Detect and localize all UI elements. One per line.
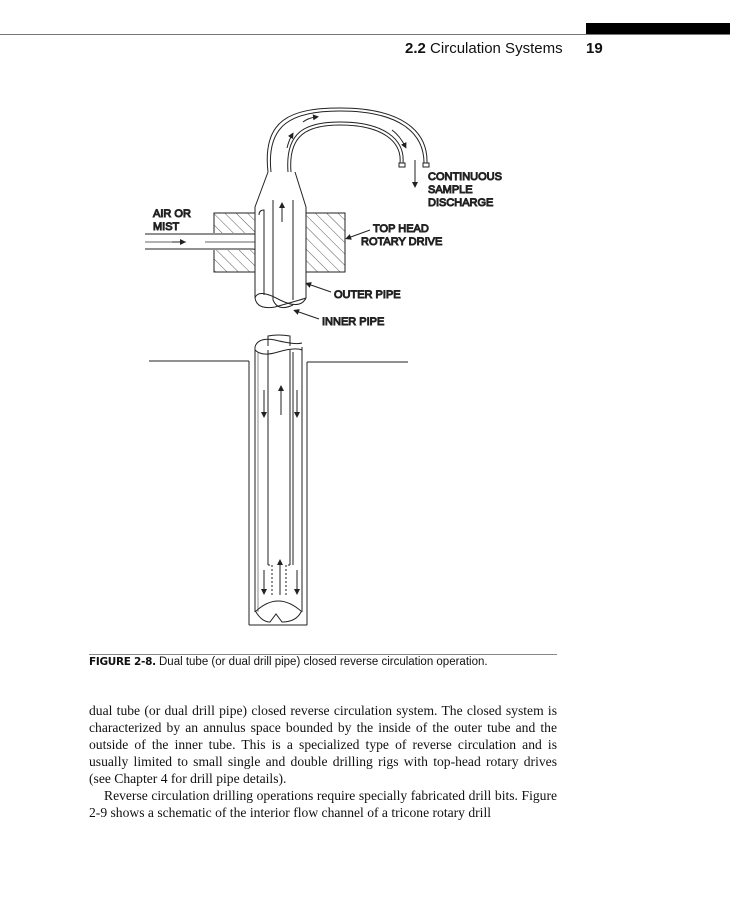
label-discharge-3: DISCHARGE — [428, 197, 494, 209]
label-discharge-2: SAMPLE — [428, 184, 473, 196]
caption-text: Dual tube (or dual drill pipe) closed reverse circulation operation. — [159, 656, 488, 668]
label-inner-pipe: INNER PIPE — [322, 316, 385, 328]
drive-block-right — [306, 213, 345, 272]
caption-label: FIGURE 2-8. — [89, 656, 156, 668]
caption-rule — [89, 654, 557, 655]
paragraph: dual tube (or dual drill pipe) closed reverse circulation system. The closed system is characterized by an annulus space bounded by the inside of the outer tube and the outside of the inner tube. This is a specialized type of reverse circulation and is usually limited to small single and double drilling rigs with top-head rotary drives (see Chapter 4 for drill pipe details). — [89, 703, 557, 786]
lower-pipe — [255, 335, 302, 622]
label-discharge-1: CONTINUOUS — [428, 171, 502, 183]
label-drive-1: TOP HEAD — [373, 223, 429, 235]
body-text — [89, 702, 557, 821]
label-air-2: MIST — [153, 221, 180, 233]
leader-inner — [296, 311, 319, 319]
section-title: Circulation Systems — [430, 40, 563, 57]
borehole — [149, 361, 408, 625]
label-air-1: AIR OR — [153, 208, 191, 220]
page-number: 19 — [586, 40, 603, 57]
upper-pipe — [255, 172, 306, 308]
figure-caption — [89, 656, 488, 668]
label-drive-2: ROTARY DRIVE — [361, 236, 443, 248]
section-number: 2.2 — [405, 40, 426, 57]
gooseneck-discharge — [267, 108, 429, 185]
leader-outer — [308, 284, 331, 292]
label-outer-pipe: OUTER PIPE — [334, 289, 401, 301]
paragraph: Reverse circulation drilling operations require specially fabricated drill bits. Figure 2-9 shows a schematic of the interior flow channel of a tricone rotary drill — [89, 788, 557, 820]
